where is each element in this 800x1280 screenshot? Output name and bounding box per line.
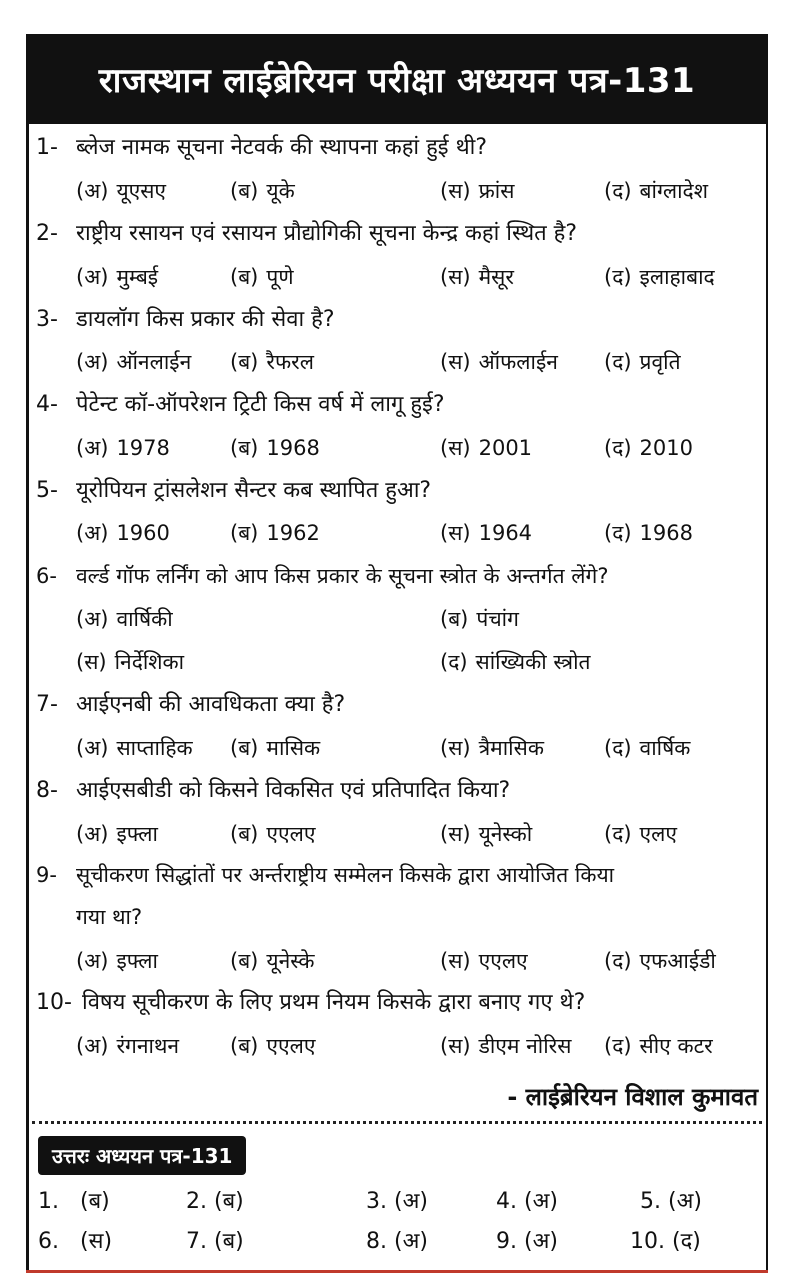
- question-text: आईएनबी की आवधिकता क्या है?: [76, 692, 346, 717]
- question-text: आईएसबीडी को किसने विकसित एवं प्रतिपादित किया?: [76, 778, 511, 803]
- question-number: 6-: [36, 564, 57, 588]
- options-row-6b: [0, 647, 800, 677]
- option-b[interactable]: (ब) एएलए: [230, 822, 316, 846]
- question-number: 7-: [36, 692, 58, 717]
- question-number: 10-: [36, 990, 72, 1015]
- question-8: [36, 776, 756, 806]
- question-text: ब्लेज नामक सूचना नेटवर्क की स्थापना कहां हुई थी?: [76, 135, 488, 160]
- options-row-1: [0, 176, 800, 206]
- question-4: [36, 390, 756, 420]
- options-row-9: [0, 946, 800, 976]
- answer-item: 6. (स): [38, 1229, 113, 1254]
- question-number: 9-: [36, 863, 57, 887]
- options-row-10: [0, 1031, 800, 1061]
- question-number: 8-: [36, 778, 58, 803]
- question-1: [36, 133, 756, 163]
- option-a[interactable]: (अ) ऑनलाईन: [76, 350, 192, 374]
- option-a[interactable]: (अ) 1960: [76, 521, 170, 545]
- question-number: 4-: [36, 392, 58, 417]
- option-c[interactable]: (स) फ्रांस: [440, 179, 515, 203]
- option-b[interactable]: (ब) यूनेस्के: [230, 949, 315, 973]
- option-b[interactable]: (ब) एएलए: [230, 1034, 316, 1058]
- question-text: डायलॉग किस प्रकार की सेवा है?: [76, 307, 335, 332]
- option-c[interactable]: (स) 1964: [440, 521, 533, 545]
- options-row-6a: [0, 604, 800, 634]
- answer-item: 3. (अ): [366, 1189, 428, 1214]
- option-d[interactable]: (द) सांख्यिकी स्त्रोत: [440, 650, 591, 674]
- question-text: सूचीकरण सिद्धांतों पर अर्न्तराष्ट्रीय सम्मेलन किसके द्वारा आयोजित किया: [76, 863, 615, 887]
- options-row-2: [0, 262, 800, 292]
- answer-item: 1. (ब): [38, 1189, 110, 1214]
- option-d[interactable]: (द) एफआईडी: [604, 949, 716, 973]
- option-a[interactable]: (अ) इफ्ला: [76, 949, 158, 973]
- answer-item: 10. (द): [630, 1229, 701, 1254]
- question-5: [36, 476, 756, 506]
- option-c[interactable]: (स) यूनेस्को: [440, 822, 533, 846]
- option-c[interactable]: (स) डीएम नोरिस: [440, 1034, 572, 1058]
- option-a[interactable]: (अ) साप्ताहिक: [76, 736, 193, 760]
- author-credit: - लाईब्रेरियन विशाल कुमावत: [507, 1083, 758, 1111]
- option-a[interactable]: (अ) मुम्बई: [76, 265, 159, 289]
- question-number: 2-: [36, 221, 58, 246]
- answer-item: 8. (अ): [366, 1229, 428, 1254]
- question-6: [36, 561, 756, 591]
- question-text: यूरोपियन ट्रांसलेशन सैन्टर कब स्थापित हुआ?: [76, 478, 432, 503]
- question-7: [36, 690, 756, 720]
- option-d[interactable]: (द) एलए: [604, 822, 678, 846]
- option-d[interactable]: (द) 1968: [604, 521, 693, 545]
- question-9: [36, 860, 756, 932]
- option-b[interactable]: (ब) पंचांग: [440, 607, 519, 631]
- question-3: [36, 305, 756, 335]
- option-a[interactable]: (अ) इफ्ला: [76, 822, 158, 846]
- option-b[interactable]: (ब) 1962: [230, 521, 320, 545]
- option-b[interactable]: (ब) 1968: [230, 436, 320, 460]
- options-row-5: [0, 518, 800, 548]
- options-row-3: [0, 347, 800, 377]
- page-title: राजस्थान लाईब्रेरियन परीक्षा अध्ययन पत्र-131: [26, 34, 768, 124]
- answer-item: 9. (अ): [496, 1229, 558, 1254]
- option-a[interactable]: (अ) 1978: [76, 436, 170, 460]
- option-c[interactable]: (स) मैसूर: [440, 265, 514, 289]
- answer-item: 2. (ब): [186, 1189, 244, 1214]
- question-number: 3-: [36, 307, 58, 332]
- option-c[interactable]: (स) 2001: [440, 436, 533, 460]
- option-a[interactable]: (अ) रंगनाथन: [76, 1034, 180, 1058]
- option-c[interactable]: (स) ऑफलाईन: [440, 350, 558, 374]
- option-c[interactable]: (स) निर्देशिका: [76, 650, 185, 674]
- answers-row-1: [0, 1186, 800, 1218]
- question-text: पेटेन्ट कॉ-ऑपरेशन ट्रिटी किस वर्ष में लागू हुई?: [76, 392, 445, 417]
- answer-item: 7. (ब): [186, 1229, 244, 1254]
- option-d[interactable]: (द) 2010: [604, 436, 693, 460]
- option-b[interactable]: (ब) रैफरल: [230, 350, 314, 374]
- option-d[interactable]: (द) बांग्लादेश: [604, 179, 708, 203]
- question-10: [36, 988, 756, 1018]
- answers-title: उत्तरः अध्ययन पत्र-131: [38, 1136, 246, 1175]
- option-d[interactable]: (द) प्रवृति: [604, 350, 681, 374]
- question-2: [36, 219, 756, 249]
- option-c[interactable]: (स) एएलए: [440, 949, 528, 973]
- option-b[interactable]: (ब) यूके: [230, 179, 295, 203]
- options-row-7: [0, 733, 800, 763]
- bottom-rule: [26, 1270, 768, 1273]
- option-d[interactable]: (द) वार्षिक: [604, 736, 691, 760]
- option-c[interactable]: (स) त्रैमासिक: [440, 736, 544, 760]
- divider: [32, 1121, 762, 1124]
- answer-item: 4. (अ): [496, 1189, 558, 1214]
- options-row-4: [0, 433, 800, 463]
- question-text-continued: गया था?: [76, 905, 143, 929]
- option-d[interactable]: (द) इलाहाबाद: [604, 265, 715, 289]
- option-a[interactable]: (अ) वार्षिकी: [76, 607, 173, 631]
- answers-row-2: [0, 1226, 800, 1258]
- answer-item: 5. (अ): [640, 1189, 702, 1214]
- option-b[interactable]: (ब) पूणे: [230, 265, 294, 289]
- question-text: वर्ल्ड गॉफ लर्निंग को आप किस प्रकार के सूचना स्त्रोत के अन्तर्गत लेंगे?: [76, 564, 609, 588]
- option-b[interactable]: (ब) मासिक: [230, 736, 321, 760]
- question-text: विषय सूचीकरण के लिए प्रथम नियम किसके द्वारा बनाए गए थे?: [82, 990, 586, 1015]
- question-number: 5-: [36, 478, 58, 503]
- options-row-8: [0, 819, 800, 849]
- question-text: राष्ट्रीय रसायन एवं रसायन प्रौद्योगिकी सूचना केन्द्र कहां स्थित है?: [76, 221, 578, 246]
- option-d[interactable]: (द) सीए कटर: [604, 1034, 713, 1058]
- option-a[interactable]: (अ) यूएसए: [76, 179, 167, 203]
- question-number: 1-: [36, 135, 58, 160]
